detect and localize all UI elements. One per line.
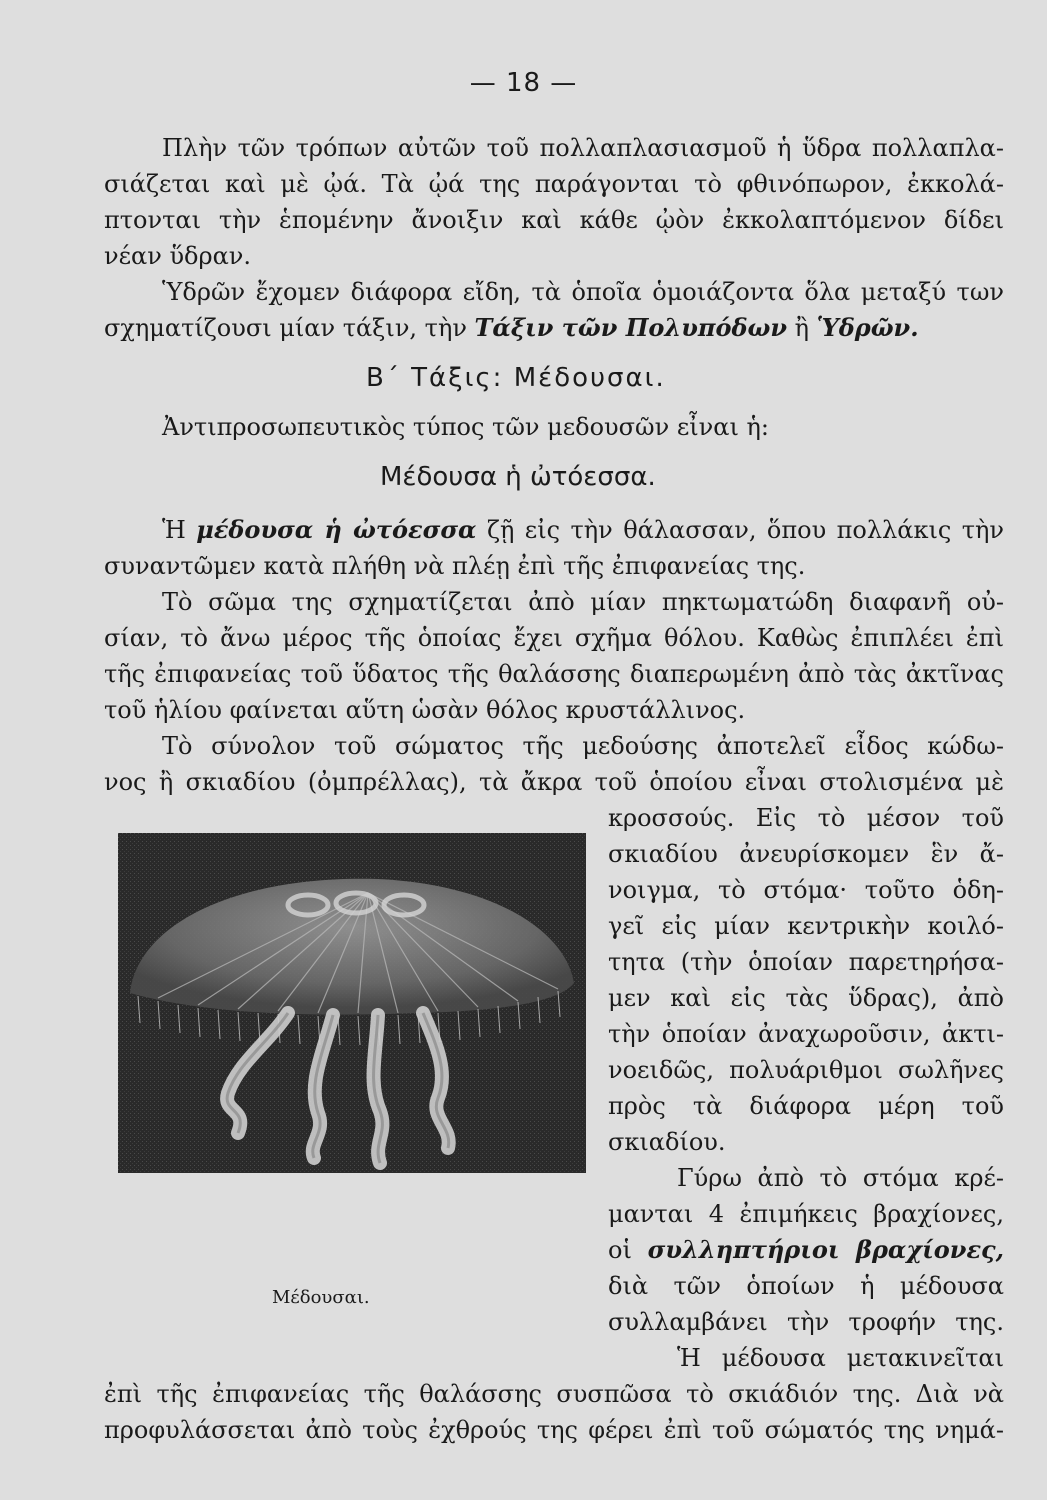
side-text-line: σκιαδίου ἀνευρίσκομεν ἓν ἄ- [608, 840, 1004, 868]
text-line: σιάζεται καὶ μὲ ᾠά. Τὰ ᾠά της παράγονται τὸ φθινόπωρον, ἐκκολά- [104, 170, 1004, 198]
text-line [104, 311, 919, 345]
text-line: τῆς ἐπιφανείας τοῦ ὕδατος τῆς θαλάσσης διαπερωμένη ἀπὸ τὰς ἀκτῖνας [104, 660, 1004, 688]
side-text-line: γεῖ εἰς μίαν κεντρικὴν κοιλό- [608, 912, 1004, 940]
class-heading: Β΄ Τάξις: Μέδουσαι. [366, 363, 666, 393]
side-text-line: μεν καὶ εἰς τὰς ὕδρας), ἀπὸ [608, 984, 1004, 1012]
text-line: νέαν ὕδραν. [104, 242, 252, 270]
jellyfish-figure [118, 833, 586, 1173]
text-span: ζῇ εἰς τὴν θάλασσαν, ὅπου πολλάκις τὴν [476, 516, 1004, 544]
text-span: Ἡ [162, 516, 197, 544]
text-line: προφυλάσσεται ἀπὸ τοὺς ἐχθρούς της φέρει ἐπὶ τοῦ σώματός της νημά- [104, 1416, 1004, 1444]
side-text-line [608, 1233, 1004, 1267]
text-line: Ἀντιπροσωπευτικὸς τύπος τῶν μεδουσῶν εἶναι ἡ: [162, 413, 769, 441]
text-line: νος ἢ σκιαδίου (ὀμπρέλλας), τὰ ἄκρα τοῦ ὁποίου εἶναι στολισμένα μὲ [104, 768, 1004, 796]
text-line: τοῦ ἡλίου φαίνεται αὕτη ὡσὰν θόλος κρυστάλλινος. [104, 696, 746, 724]
side-text-line: συλλαμβάνει τὴν τροφήν της. [608, 1308, 1004, 1336]
page-number: — 18 — [469, 68, 578, 98]
text-span: σχηματίζουσι μίαν τάξιν, τὴν [104, 314, 475, 342]
side-text-line: κροσσούς. Εἰς τὸ μέσον τοῦ [608, 804, 1004, 832]
side-text-line: τητα (τὴν ὁποίαν παρετηρήσα- [608, 948, 1004, 976]
side-text-line: νοειδῶς, πολυάριθμοι σωλῆνες [608, 1056, 1004, 1084]
text-line: ἐπὶ τῆς ἐπιφανείας τῆς θαλάσσης συσπῶσα τὸ σκιάδιόν της. Διὰ νὰ [104, 1380, 1004, 1408]
side-text-line: τὴν ὁποίαν ἀναχωροῦσιν, ἀκτι- [608, 1020, 1004, 1048]
side-text-line: σκιαδίου. [608, 1128, 726, 1156]
text-line: Τὸ σύνολον τοῦ σώματος τῆς μεδούσης ἀποτελεῖ εἶδος κώδω- [162, 732, 1004, 760]
text-line: πτονται τὴν ἑπομένην ἄνοιξιν καὶ κάθε ᾠὸν ἐκκολαπτόμενον δίδει [104, 206, 1004, 234]
side-text-line: διὰ τῶν ὁποίων ἡ μέδουσα [608, 1272, 1004, 1300]
text-line: Τὸ σῶμα της σχηματίζεται ἀπὸ μίαν πηκτωματώδη διαφανῆ οὐ- [162, 588, 1004, 616]
text-span: ἢ [786, 314, 817, 342]
species-heading: Μέδουσα ἡ ὠτόεσσα. [380, 462, 656, 492]
side-text-line: μανται 4 ἐπιμήκεις βραχίονες, [608, 1200, 1004, 1228]
jellyfish-icon [118, 833, 586, 1173]
order-term-hydras: Ὑδρῶν. [816, 313, 919, 342]
arms-term: συλληπτήριοι βραχίονες, [647, 1235, 1004, 1264]
text-span: οἱ [608, 1236, 648, 1264]
text-line: Ὑδρῶν ἔχομεν διάφορα εἴδη, τὰ ὁποῖα ὁμοιάζοντα ὅλα μεταξύ των [162, 278, 1004, 306]
text-line: συναντῶμεν κατὰ πλήθη νὰ πλέῃ ἐπὶ τῆς ἐπιφανείας της. [104, 552, 806, 580]
text-line: σίαν, τὸ ἄνω μέρος τῆς ὁποίας ἔχει σχῆμα θόλου. Καθὼς ἐπιπλέει ἐπὶ [104, 624, 1004, 652]
figure-caption: Μέδουσαι. [272, 1287, 370, 1308]
side-text-line: νοιγμα, τὸ στόμα· τοῦτο ὁδη- [608, 876, 1004, 904]
species-term: μέδουσα ἡ ὠτόεσσα [196, 515, 477, 544]
text-line [162, 513, 1004, 547]
side-text-line: Γύρω ἀπὸ τὸ στόμα κρέ- [677, 1164, 1004, 1192]
side-text-line: πρὸς τὰ διάφορα μέρη τοῦ [608, 1092, 1004, 1120]
side-text-line: Ἡ μέδουσα μετακινεῖται [677, 1344, 1004, 1372]
order-term-polypods: Τάξιν τῶν Πολυπόδων [474, 313, 787, 342]
text-line: Πλὴν τῶν τρόπων αὐτῶν τοῦ πολλαπλασιασμοῦ ἡ ὕδρα πολλαπλα- [162, 134, 1004, 162]
